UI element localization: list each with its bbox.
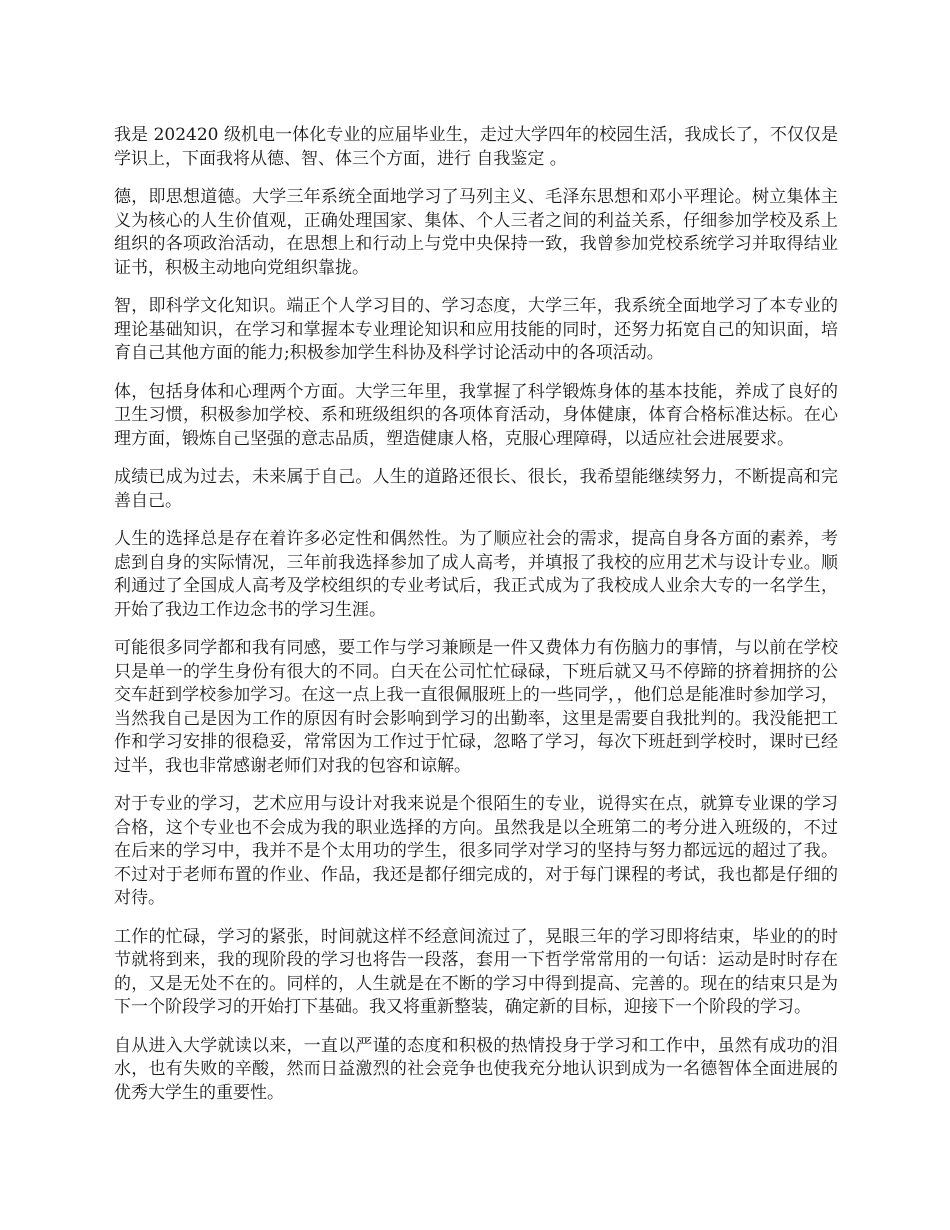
paragraph-intellect: 智，即科学文化知识。端正个人学习目的、学习态度，大学三年，我系统全面地学习了本专业的理论基础知识，在学习和掌握本专业理论知识和应用技能的同时，还努力拓宽自己的知识面，培育自己其他方面的能力;积极参加学生科协及科学讨论活动中的各项活动。 <box>114 296 838 363</box>
paragraph-time: 工作的忙碌，学习的紧张，时间就这样不经意间流过了，晃眼三年的学习即将结束，毕业的的时节就将到来，我的现阶段的学习也将告一段落，套用一下哲学常常用的一句话：运动是时时存在的，又是无处不在的。同样的，人生就是在不断的学习中得到提高、完善的。现在的结束只是为下一个阶段学习的开始打下基础。我又将重新整装，确定新的目标，迎接下一个阶段的学习。 <box>114 926 838 1017</box>
paragraph-major: 对于专业的学习，艺术应用与设计对我来说是个很陌生的专业，说得实在点，就算专业课的学习合格，这个专业也不会成为我的职业选择的方向。虽然我是以全班第二的考分进入班级的，不过在后来的学习中，我并不是个太用功的学生，很多同学对学习的坚持与努力都远远的超过了我。不过对于老师布置的作业、作品，我还是都仔细完成的，对于每门课程的考试，我也都是仔细的对待。 <box>114 794 838 908</box>
document-body <box>114 124 838 1120</box>
paragraph-intro: 我是 202420 级机电一体化专业的应届毕业生，走过大学四年的校园生活，我成长了，不仅仅是学识上，下面我将从德、智、体三个方面，进行 自我鉴定 。 <box>114 125 838 169</box>
paragraph-choice: 人生的选择总是存在着许多必定性和偶然性。为了顺应社会的需求，提高自身各方面的素养，考虑到自身的实际情况，三年前我选择参加了成人高考，并填报了我校的应用艺术与设计专业。顺利通过了全国成人高考及学校组织的专业考试后，我正式成为了我校成人业余大专的一名学生，开始了我边工作边念书的学习生涯。 <box>114 529 838 620</box>
paragraph-future: 成绩已成为过去，未来属于自己。人生的道路还很长、很长，我希望能继续努力，不断提高和完善自己。 <box>114 467 838 511</box>
paragraph-physical: 体，包括身体和心理两个方面。大学三年里，我掌握了科学锻炼身体的基本技能，养成了良好的卫生习惯，积极参加学校、系和班级组织的各项体育活动，身体健康，体育合格标准达标。在心理方面，锻炼自己坚强的意志品质，塑造健康人格，克服心理障碍，以适应社会进展要求。 <box>114 381 838 449</box>
paragraph-work-study: 可能很多同学都和我有同感，要工作与学习兼顾是一件又费体力有伤脑力的事情，与以前在学校只是单一的学生身份有很大的不同。白天在公司忙忙碌碌，下班后就又马不停蹄的挤着拥挤的公交车赶到学校参加学习。在这一点上我一直很佩服班上的一些同学，，他们总是能准时参加学习，当然我自己是因为工作的原因有时会影响到学习的出勤率，这里是需要自我批判的。我没能把工作和学习安排的很稳妥，常常因为工作过于忙碌，忽略了学习，每次下班赶到学校时，课时已经过半，我也非常感谢老师们对我的包容和谅解。 <box>114 638 838 776</box>
paragraph-morality: 德，即思想道德。大学三年系统全面地学习了马列主义、毛泽东思想和邓小平理论。树立集体主义为核心的人生价值观，正确处理国家、集体、个人三者之间的利益关系，仔细参加学校及系上组织的各项政治活动，在思想上和行动上与党中央保持一致，我曾参加党校系统学习并取得结业证书，积极主动地向党组织靠拢。 <box>114 187 838 278</box>
paragraph-conclusion: 自从进入大学就读以来，一直以严谨的态度和积极的热情投身于学习和工作中，虽然有成功的泪水，也有失败的辛酸，然而日益激烈的社会竞争也使我充分地认识到成为一名德智体全面进展的优秀大学生的重要性。 <box>114 1035 838 1103</box>
